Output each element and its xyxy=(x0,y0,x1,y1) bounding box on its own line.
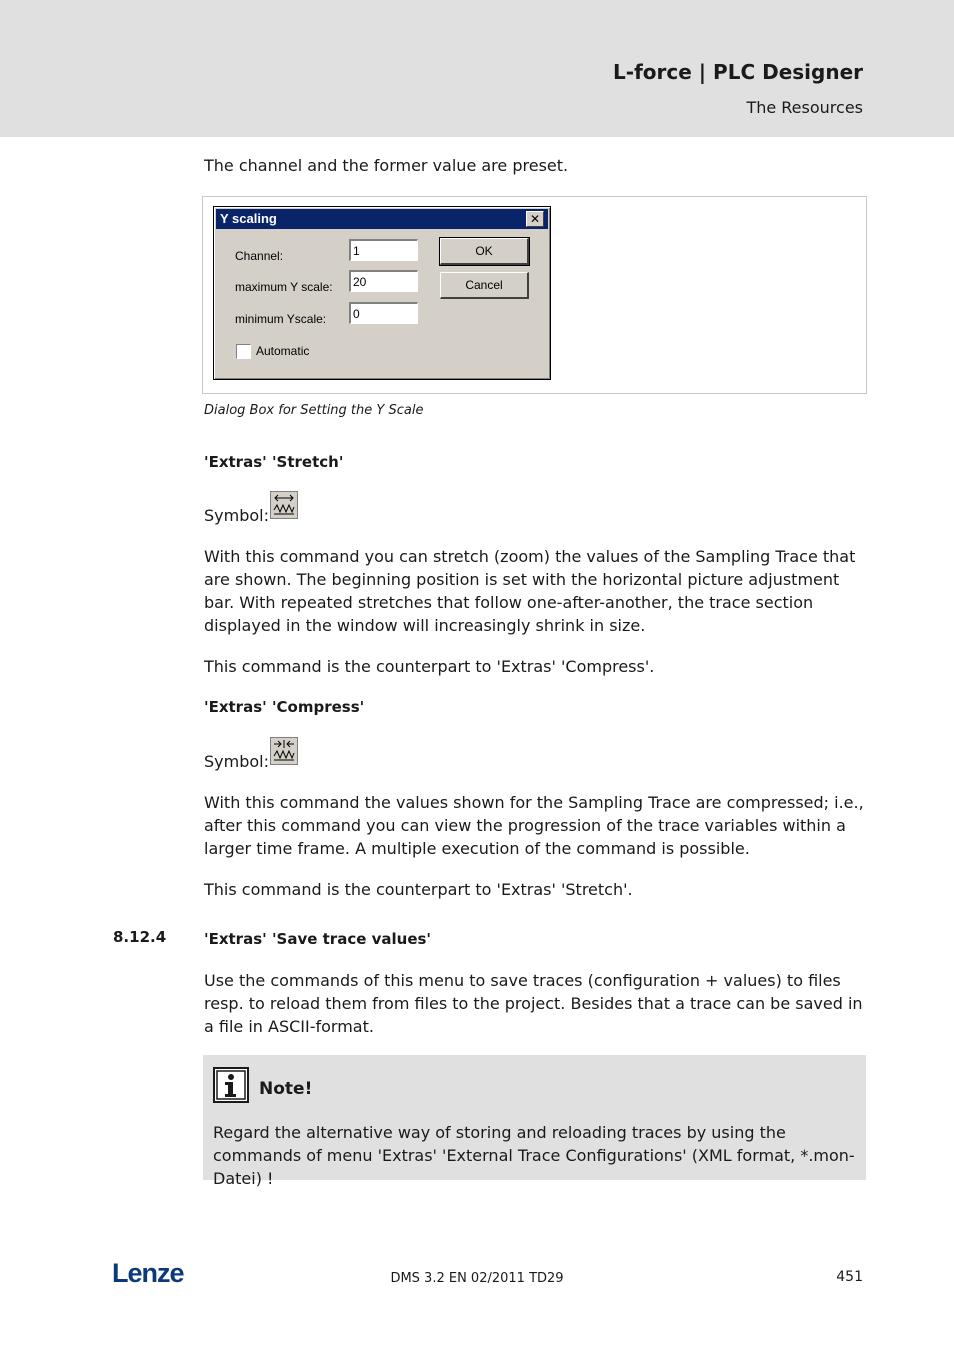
y-scaling-dialog xyxy=(213,206,551,380)
maximum-y-scale-label: maximum Y scale: xyxy=(235,280,333,294)
lenze-logo-text: Lenze xyxy=(112,1258,184,1286)
note-title: Note! xyxy=(259,1079,313,1099)
document-title: L-force | PLC Designer xyxy=(613,60,863,84)
page-header xyxy=(0,0,954,137)
compress-paragraph: With this command the values shown for the Sampling Trace are compressed; i.e., after this command you can view the progression of the trace variables within a larger time frame. A multiple execution of the command is possible. xyxy=(204,793,864,858)
compress-counterpart: This command is the counterpart to 'Extras' 'Stretch'. xyxy=(204,880,633,899)
dialog-titlebar[interactable] xyxy=(216,209,548,229)
minimum-y-scale-input[interactable]: 0 xyxy=(349,302,418,324)
minimum-y-scale-label: minimum Yscale: xyxy=(235,312,327,326)
section-number: 8.12.4 xyxy=(113,928,167,946)
automatic-label: Automatic xyxy=(256,344,310,358)
info-icon xyxy=(213,1067,249,1103)
cancel-button[interactable]: Cancel xyxy=(440,272,529,299)
note-text: Regard the alternative way of storing and reloading traces by using the commands of menu 'Extras' 'External Trace Configurations' (XML format, *.mon-Datei) ! xyxy=(213,1123,855,1188)
note-box xyxy=(203,1055,866,1188)
channel-input[interactable]: 1 xyxy=(349,239,418,261)
close-icon[interactable]: ✕ xyxy=(526,211,544,227)
maximum-y-scale-input[interactable]: 20 xyxy=(349,270,418,292)
stretch-symbol-label: Symbol: xyxy=(204,506,269,525)
stretch-icon xyxy=(270,491,298,519)
compress-icon xyxy=(270,737,298,765)
page-number: 451 xyxy=(836,1269,863,1285)
compress-symbol-label: Symbol: xyxy=(204,752,269,771)
dialog-title: Y scaling xyxy=(220,211,277,226)
intro-text: The channel and the former value are preset. xyxy=(204,156,569,175)
section-title: 'Extras' 'Save trace values' xyxy=(204,930,432,948)
document-id: DMS 3.2 EN 02/2011 TD29 xyxy=(390,1271,564,1286)
automatic-checkbox[interactable] xyxy=(236,344,251,359)
figure-caption: Dialog Box for Setting the Y Scale xyxy=(204,403,424,418)
ok-button[interactable]: OK xyxy=(440,238,529,265)
compress-heading: 'Extras' 'Compress' xyxy=(204,698,365,716)
stretch-counterpart: This command is the counterpart to 'Extras' 'Compress'. xyxy=(204,657,655,676)
section-paragraph: Use the commands of this menu to save traces (configuration + values) to files resp. to reload them from files to the project. Besides that a trace can be saved in a file in ASCII-format. xyxy=(204,971,863,1036)
chapter-subtitle: The Resources xyxy=(746,98,863,117)
stretch-paragraph: With this command you can stretch (zoom) the values of the Sampling Trace that are shown. The beginning position is set with the horizontal picture adjustment bar. With repeated stretches that follow one-after-another, the trace section displayed in the window will increasingly shrink in size. xyxy=(204,547,856,635)
channel-label: Channel: xyxy=(235,249,284,263)
stretch-heading: 'Extras' 'Stretch' xyxy=(204,453,344,471)
